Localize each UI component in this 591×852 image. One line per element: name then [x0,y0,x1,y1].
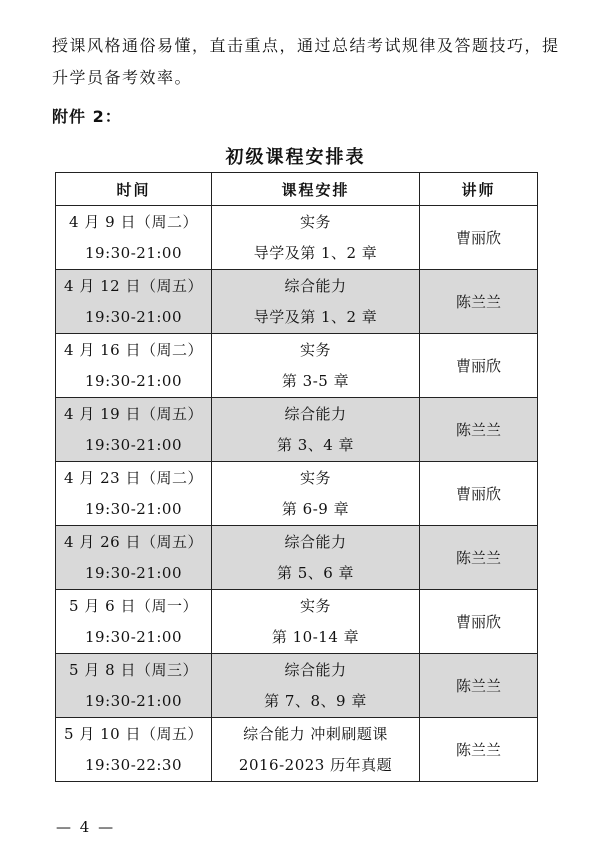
chapters-text: 第 10-14 章 [271,627,360,646]
date-text: 4 月 12 日（周五） [64,276,203,295]
date-text: 4 月 9 日（周二） [69,212,198,231]
table-row [56,270,538,334]
time-text: 19:30-21:00 [84,563,183,582]
table-row [56,654,538,718]
date-text: 5 月 6 日（周一） [69,596,198,615]
date-text: 5 月 10 日（周五） [64,724,203,743]
table-row [56,206,538,270]
time-cell [56,462,212,526]
chapters-text: 2016-2023 历年真题 [238,755,393,774]
header-teacher: 讲师 [420,173,538,206]
subject-text: 实务 [299,468,331,487]
course-cell [212,526,420,590]
schedule-table [55,172,538,782]
subject-text: 实务 [299,596,331,615]
time-text: 19:30-21:00 [84,499,183,518]
header-course: 课程安排 [212,173,420,206]
teacher-cell: 曹丽欣 [420,590,538,654]
date-text: 4 月 23 日（周二） [64,468,203,487]
chapters-text: 导学及第 1、2 章 [253,243,378,262]
subject-text: 综合能力 [284,660,347,679]
table-row [56,526,538,590]
time-cell [56,270,212,334]
time-cell [56,334,212,398]
subject-text: 实务 [299,212,331,231]
teacher-cell: 陈兰兰 [420,718,538,782]
time-text: 19:30-21:00 [84,627,183,646]
intro-line-1: 授课风格通俗易懂，直击重点，通过总结考试规律及答题技巧，提 [52,36,560,55]
time-text: 19:30-21:00 [84,243,183,262]
subject-text: 综合能力 冲刺刷题课 [243,724,388,743]
date-text: 4 月 16 日（周二） [64,340,203,359]
chapters-text: 第 5、6 章 [276,563,355,582]
time-text: 19:30-21:00 [84,371,183,390]
course-cell [212,718,420,782]
teacher-cell: 陈兰兰 [420,398,538,462]
date-text: 5 月 8 日（周三） [69,660,198,679]
time-cell [56,718,212,782]
header-time: 时间 [56,173,212,206]
teacher-cell: 陈兰兰 [420,270,538,334]
table-header-row [56,173,538,206]
teacher-cell: 陈兰兰 [420,526,538,590]
course-cell [212,590,420,654]
chapters-text: 第 6-9 章 [281,499,350,518]
teacher-cell: 陈兰兰 [420,654,538,718]
time-cell [56,590,212,654]
course-cell [212,398,420,462]
course-cell [212,206,420,270]
table-row [56,334,538,398]
course-cell [212,270,420,334]
time-cell [56,526,212,590]
subject-text: 实务 [299,340,331,359]
date-text: 4 月 19 日（周五） [64,404,203,423]
subject-text: 综合能力 [284,276,347,295]
course-cell [212,334,420,398]
course-cell [212,654,420,718]
table-row [56,462,538,526]
teacher-cell: 曹丽欣 [420,334,538,398]
subject-text: 综合能力 [284,532,347,551]
subject-text: 综合能力 [284,404,347,423]
teacher-cell: 曹丽欣 [420,462,538,526]
time-text: 19:30-21:00 [84,307,183,326]
chapters-text: 第 3、4 章 [276,435,355,454]
chapters-text: 第 7、8、9 章 [264,691,367,710]
intro-line-2: 升学员备考效率。 [52,68,193,87]
table-row [56,718,538,782]
table-row [56,398,538,462]
time-cell [56,398,212,462]
time-text: 19:30-22:30 [84,755,183,774]
time-cell [56,206,212,270]
page-number: — 4 — [56,818,116,836]
time-text: 19:30-21:00 [84,435,183,454]
time-text: 19:30-21:00 [84,691,183,710]
chapters-text: 导学及第 1、2 章 [253,307,378,326]
intro-paragraph [52,30,560,94]
course-cell [212,462,420,526]
chapters-text: 第 3-5 章 [281,371,350,390]
table-row [56,590,538,654]
date-text: 4 月 26 日（周五） [64,532,203,551]
teacher-cell: 曹丽欣 [420,206,538,270]
time-cell [56,654,212,718]
table-title: 初级课程安排表 [225,147,366,168]
attachment-label: 附件 2： [52,107,122,126]
